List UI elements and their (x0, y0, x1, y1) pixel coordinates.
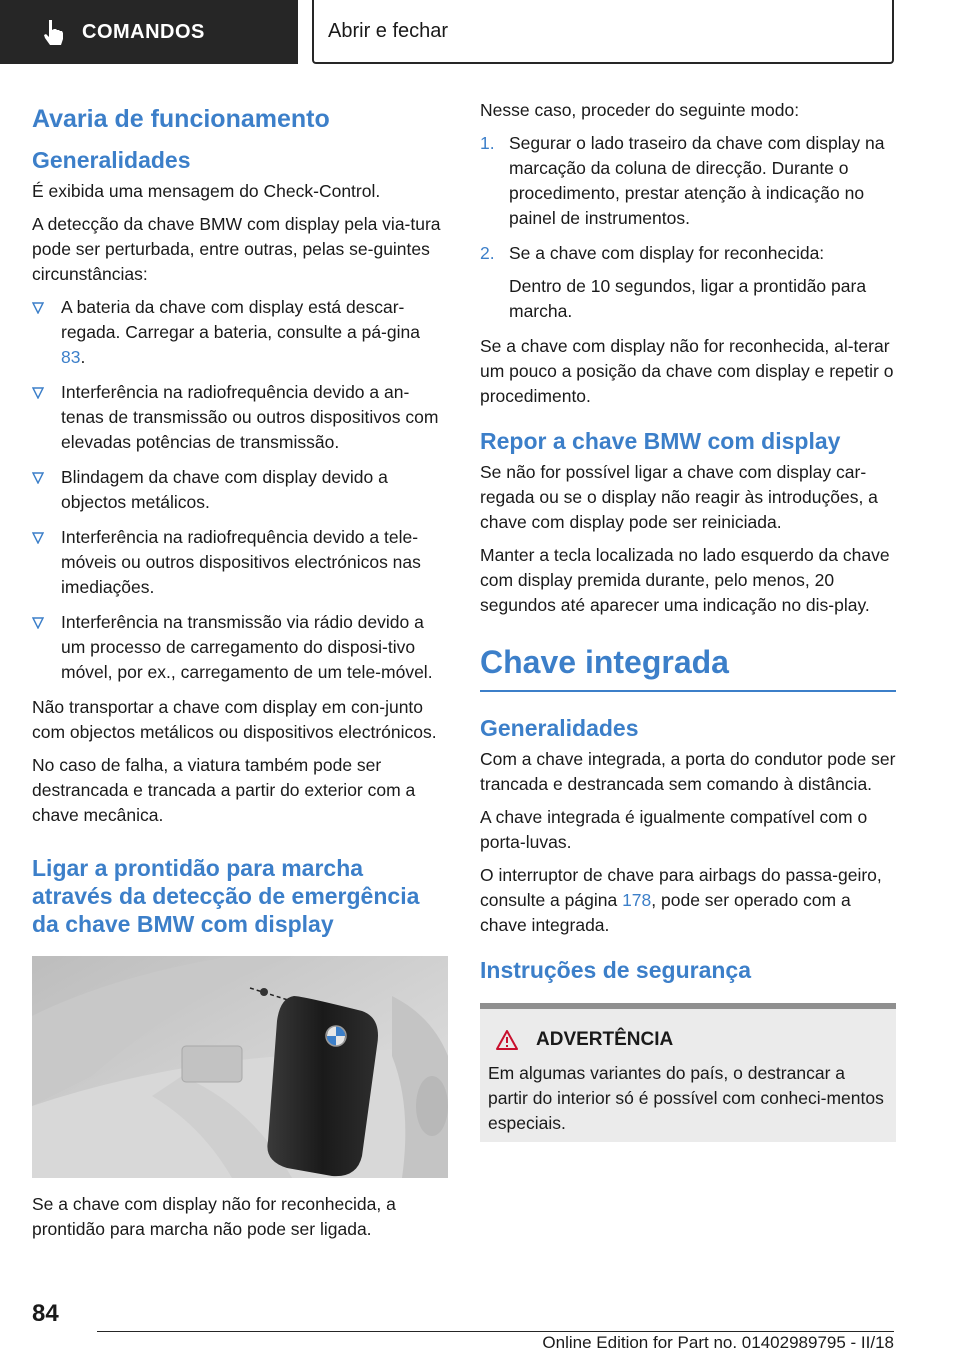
triangle-bullet-icon (32, 387, 44, 399)
paragraph: Nesse caso, proceder do seguinte modo: (480, 100, 800, 120)
triangle-bullet-icon (32, 617, 44, 629)
warning-title: ADVERTÊNCIA (536, 1029, 674, 1050)
figure-caption: Se a chave com display não for reconhecida, a prontidão para marcha não pode ser ligada. (32, 1194, 396, 1239)
step-number: 1. (480, 133, 495, 153)
paragraph: Não transportar a chave com display em con-junto com objectos metálicos ou dispositivos electrónicos. (32, 697, 437, 742)
paragraph: A chave integrada é igualmente compatível com o porta-luvas. (480, 807, 868, 852)
heading-general-left: Generalidades (32, 147, 191, 173)
text-run: , pode ser operado com a chave integrada. (480, 890, 851, 935)
warning-box (480, 1003, 896, 1142)
paragraph: É exibida uma mensagem do Check-Control. (32, 181, 381, 201)
list-item-text: A bateria da chave com display está descar-regada. Carregar a bateria, consulte a pá-gina (61, 297, 420, 342)
step-list (480, 131, 896, 324)
triangle-bullet-icon (32, 302, 44, 314)
step-subtext: Dentro de 10 segundos, ligar a prontidão para marcha. (509, 276, 867, 321)
step-number: 2. (480, 243, 495, 263)
section-tab (0, 0, 298, 64)
heading-reset-key: Repor a chave BMW com display (480, 428, 841, 454)
list-item-text: Interferência na transmissão via rádio devido a um processo de carregamento do disposi-tivo móvel, por ex., carregamento de um tele-móvel. (61, 612, 433, 682)
triangle-bullet-icon (32, 472, 44, 484)
page-link-83[interactable]: 83 (61, 347, 81, 367)
topic-title: Abrir e fechar (328, 19, 449, 42)
list-item (32, 380, 448, 455)
paragraph (480, 863, 896, 938)
warning-title-row (496, 1029, 888, 1051)
list-item (32, 465, 448, 515)
left-column (32, 98, 448, 1250)
heading-general-right: Generalidades (480, 715, 639, 741)
step-item (480, 241, 896, 324)
heading-malfunction: Avaria de funcionamento (32, 105, 330, 133)
triangle-bullet-icon (32, 532, 44, 544)
page-number: 84 (32, 1300, 59, 1327)
list-item-text: Blindagem da chave com display devido a objectos metálicos. (61, 467, 388, 512)
bullet-list (32, 295, 448, 685)
list-item (32, 525, 448, 600)
heading-safety-instructions: Instruções de segurança (480, 957, 751, 983)
warning-triangle-icon (496, 1030, 518, 1050)
display-key-steering-column-illustration (32, 956, 448, 1178)
step-text: Segurar o lado traseiro da chave com display na marcação da coluna de direcção. Durante o procedimento, prestar atenção à indicação no painel de instrumentos. (509, 133, 885, 228)
edition-info: Online Edition for Part no. 01402989795 - II/18 (542, 1333, 894, 1352)
heading-integrated-key: Chave integrada (480, 644, 729, 680)
step-item (480, 131, 896, 231)
list-item-text: Interferência na radiofrequência devido a an-tenas de transmissão ou outros dispositivos com elevadas potências de transmissão. (61, 382, 439, 452)
paragraph: Se não for possível ligar a chave com display car-regada ou se o display não reagir às introduções, a chave com display pode ser reiniciada. (480, 462, 878, 532)
paragraph: No caso de falha, a viatura também pode ser destrancada e trancada a partir do exterior com a chave mecânica. (32, 755, 416, 825)
right-column (480, 98, 896, 1142)
paragraph: Com a chave integrada, a porta do condutor pode ser trancada e destrancada sem comando à distância. (480, 749, 896, 794)
page-link-178[interactable]: 178 (622, 890, 652, 910)
heading-emergency-detection: Ligar a prontidão para marcha através da detecção de emergência da chave BMW com display (32, 855, 420, 937)
topic-tab (312, 0, 894, 64)
text-run: O interruptor de chave para airbags do passa-geiro, consulte a página (480, 865, 882, 910)
list-item (32, 610, 448, 685)
paragraph: A detecção da chave BMW com display pela via-tura pode ser perturbada, entre outras, pelas se-guintes circunstâncias: (32, 214, 441, 284)
section-title: COMANDOS (82, 20, 205, 43)
list-item-text: Interferência na radiofrequência devido a tele-móveis ou outros dispositivos electrónicos nas imediações. (61, 527, 421, 597)
step-text: Se a chave com display for reconhecida: (509, 243, 825, 263)
footer-divider (97, 1331, 894, 1332)
list-item: A bateria da chave com display está descar-regada. Carregar a bateria, consulte a pá-gina 83. (32, 295, 448, 370)
paragraph: Se a chave com display não for reconhecida, al-terar um pouco a posição da chave com display e repetir o procedimento. (480, 336, 894, 406)
chapter-divider (480, 690, 896, 692)
warning-text: Em algumas variantes do país, o destrancar a partir do interior só é possível com conheci-mentos especiais. (488, 1063, 884, 1133)
hand-pointer-icon (42, 19, 64, 45)
paragraph: Manter a tecla localizada no lado esquerdo da chave com display premida durante, pelo menos, 20 segundos até aparecer uma indicação no dis-play. (480, 545, 890, 615)
